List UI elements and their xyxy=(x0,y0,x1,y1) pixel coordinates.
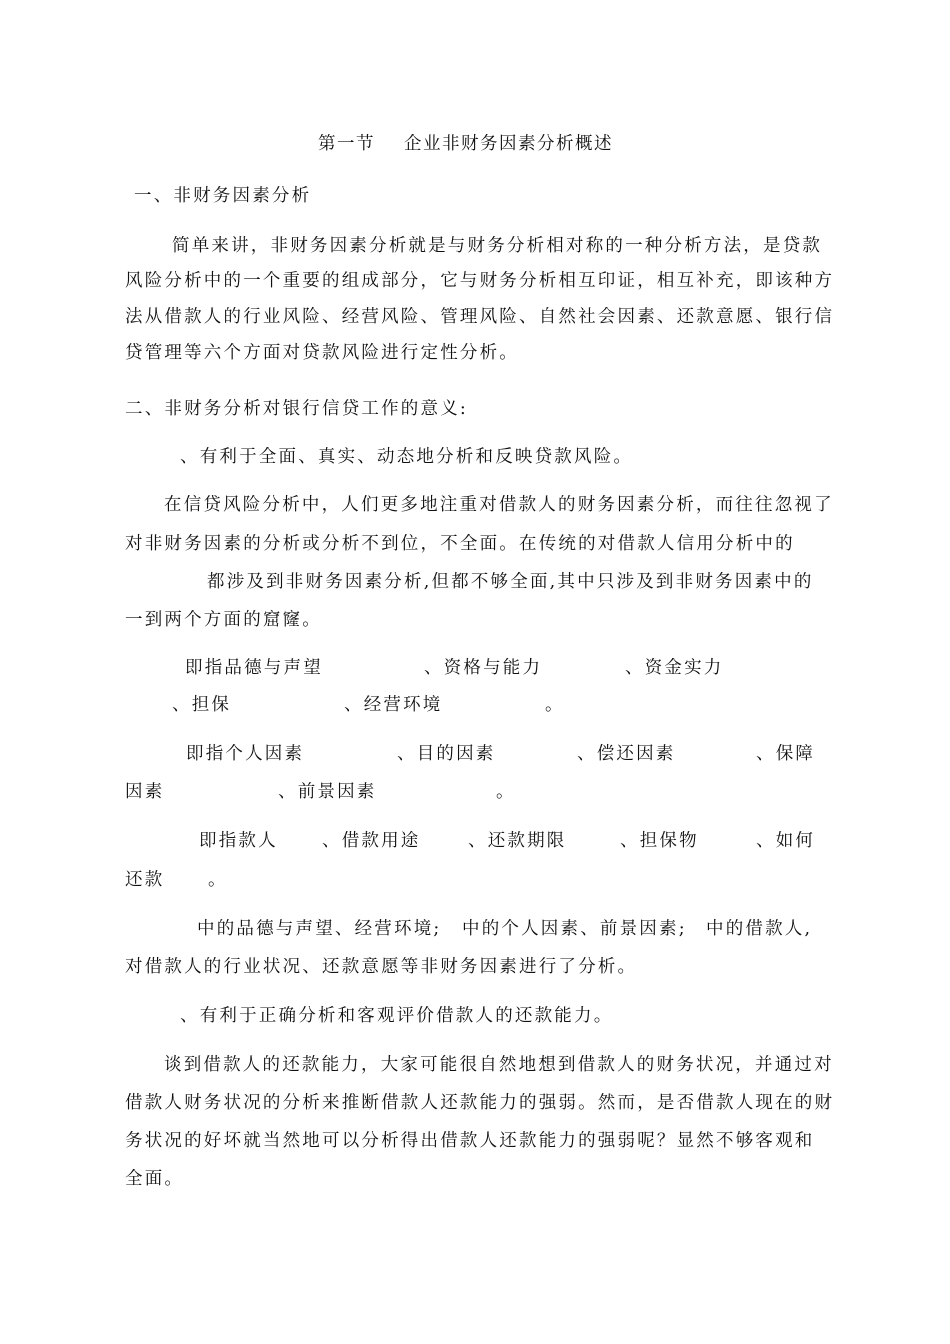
paragraph-1-line-4: 贷管理等六个方面对贷款风险进行定性分析。 xyxy=(125,343,519,363)
summary-part-a: 中的品德与声望、经营环境; xyxy=(197,919,442,939)
paragraph-1-line-2: 风险分析中的一个重要的组成部分，它与财务分析相互印证，相互补充，即该种方 xyxy=(125,271,835,291)
c5-item-b: 、资格与能力 xyxy=(424,658,543,678)
section-number: 第一节 xyxy=(318,134,375,154)
w5-item-b: 、借款用途 xyxy=(322,831,421,851)
paragraph-2-line-2: 对非财务因素的分析或分析不到位，不全面。在传统的对借款人信用分析中的 xyxy=(125,534,795,554)
section-title: 企业非财务因素分析概述 xyxy=(404,134,613,154)
c5-item-a: 即指品德与声望 xyxy=(185,658,323,678)
w5-item-e: 、如何 xyxy=(756,831,816,851)
p5-item-g: 。 xyxy=(496,782,516,802)
summary-part-b: 中的个人因素、前景因素; xyxy=(462,919,687,939)
heading-1: 一、非财务因素分析 xyxy=(134,186,312,206)
subheading-2: 、有利于正确分析和客观评价借款人的还款能力。 xyxy=(180,1006,614,1026)
p5-item-f: 、前景因素 xyxy=(278,782,377,802)
paragraph-3-line-1: 谈到借款人的还款能力，大家可能很自然地想到借款人的财务状况，并通过对 xyxy=(164,1055,834,1075)
c5-item-f: 。 xyxy=(545,695,565,715)
subheading-1: 、有利于全面、真实、动态地分析和反映贷款风险。 xyxy=(180,447,634,467)
p5-item-a: 即指个人因素 xyxy=(186,744,305,764)
c5-item-c: 、资金实力 xyxy=(625,658,724,678)
paragraph-2-line-3: 都涉及到非财务因素分析,但都不够全面,其中只涉及到非财务因素中的 xyxy=(207,572,814,592)
w5-item-f: 还款 xyxy=(125,870,165,890)
w5-item-a: 即指款人 xyxy=(199,831,278,851)
paragraph-2-line-4: 一到两个方面的窟窿。 xyxy=(125,610,322,630)
c5-item-e: 、经营环境 xyxy=(344,695,443,715)
w5-item-c: 、还款期限 xyxy=(468,831,567,851)
paragraph-2-line-1: 在信贷风险分析中，人们更多地注重对借款人的财务因素分析，而往往忽视了 xyxy=(164,495,834,515)
w5-item-d: 、担保物 xyxy=(620,831,699,851)
paragraph-3-line-4: 全面。 xyxy=(125,1169,185,1189)
heading-2: 二、非财务分析对银行信贷工作的意义: xyxy=(125,399,468,419)
p5-item-e: 因素 xyxy=(125,782,165,802)
summary-line-2: 对借款人的行业状况、还款意愿等非财务因素进行了分析。 xyxy=(125,957,638,977)
p5-item-c: 、偿还因素 xyxy=(577,744,676,764)
p5-item-d: 、保障 xyxy=(756,744,816,764)
summary-part-c: 中的借款人, xyxy=(706,919,813,939)
w5-item-g: 。 xyxy=(208,870,228,890)
paragraph-1-line-1: 简单来讲，非财务因素分析就是与财务分析相对称的一种分析方法，是贷款 xyxy=(172,236,823,256)
paragraph-1-line-3: 法从借款人的行业风险、经营风险、管理风险、自然社会因素、还款意愿、银行信 xyxy=(125,307,835,327)
p5-item-b: 、目的因素 xyxy=(397,744,496,764)
paragraph-3-line-2: 借款人财务状况的分析来推断借款人还款能力的强弱。然而，是否借款人现在的财 xyxy=(125,1093,835,1113)
c5-item-d: 、担保 xyxy=(172,695,232,715)
paragraph-3-line-3: 务状况的好坏就当然地可以分析得出借款人还款能力的强弱呢？显然不够客观和 xyxy=(125,1131,815,1151)
